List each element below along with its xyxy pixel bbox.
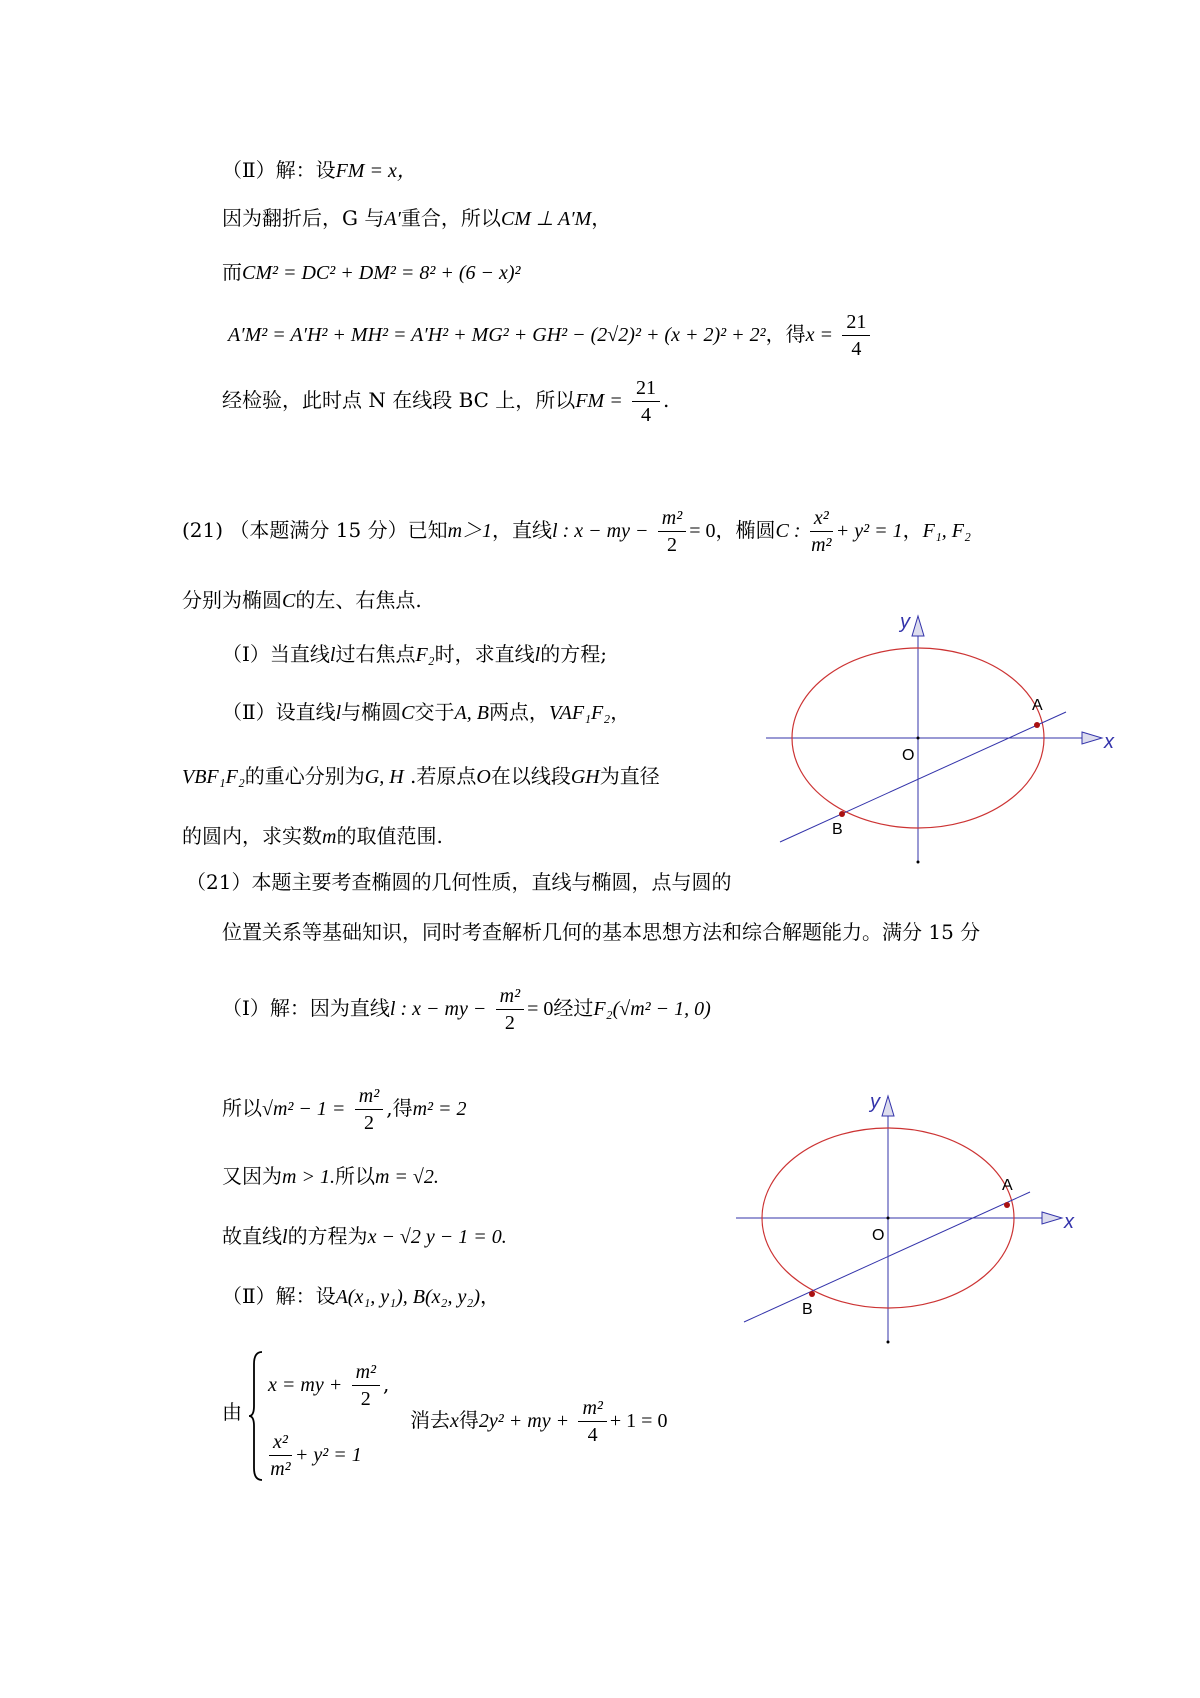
axis-end-dot (887, 1341, 890, 1344)
system-from-label: 由 (222, 1400, 242, 1424)
fraction-x2-m2: $\frac{\text{x²}}{\text{m²}}$ (811, 507, 832, 556)
ellipse-figure-1 (760, 600, 1140, 870)
q21-line4: （Ⅱ）设直线l与椭圆C交于A, B两点，VAF₁F₂， (222, 700, 631, 724)
sol21-line6: 故直线l的方程为x − √2 y − 1 = 0. (222, 1224, 507, 1248)
q21-line3: （Ⅰ）当直线l过右焦点F₂时，求直线l的方程; (222, 642, 607, 666)
label-x: x (1064, 1211, 1074, 1233)
point-a (1004, 1202, 1010, 1208)
fraction-m2-2-sys: $\frac{\text{m²}}{2}$ (352, 1362, 380, 1409)
fraction-m2-2-b: $\frac{\text{m²}}{2}$ (355, 1086, 383, 1133)
prev-part2-line2: 因为翻折后，G 与A′重合，所以CM ⊥ A′M， (222, 206, 612, 230)
label-a: A (1032, 697, 1043, 714)
q21-line1: (21) （本题满分 15 分）已知m＞1，直线l : x − my − $\frac{\text{m²}}{2}$ = 0，椭圆C : $\frac{\text{x²}}{\text{m²}}$ + y² = 1，F₁, F₂ (182, 507, 971, 556)
line-l (780, 712, 1066, 842)
sol21-line5: 又因为m > 1.所以m = √2. (222, 1164, 439, 1188)
sol21-line2: 位置关系等基础知识，同时考查解析几何的基本思想方法和综合解题能力。满分 15 分 (222, 920, 981, 944)
label-b: B (832, 821, 843, 838)
label-y: y (870, 1091, 880, 1113)
axis-end-dot (917, 861, 920, 864)
point-o (887, 1217, 890, 1220)
eliminate-line: 消去x得2y² + my + $\frac{\text{m²}}{4}$ + 1 = 0 (410, 1397, 668, 1446)
fraction-x2-m2-sys: $\frac{\text{x²}}{\text{m²}}$ (270, 1431, 291, 1480)
q21-line6: 的圆内，求实数m的取值范围. (182, 824, 443, 848)
sol21-line3: （Ⅰ）解：因为直线l : x − my − $\frac{\text{m²}}{2}$ = 0经过F₂(√m² − 1, 0) (222, 985, 711, 1034)
prev-part2-line5: 经检验，此时点 N 在线段 BC 上，所以FM = $\frac{21}{4}$ . (222, 377, 670, 426)
prev-part2-line3: 而CM² = DC² + DM² = 8² + (6 − x)² (222, 260, 521, 284)
x-arrow-icon (1082, 732, 1102, 744)
ellipse-figure-2 (730, 1084, 1110, 1354)
sol21-line7: （Ⅱ）解：设A(x₁, y₁), B(x₂, y₂)， (222, 1284, 500, 1308)
fraction-m2-2: $\frac{\text{m²}}{2}$ (658, 508, 686, 555)
fraction-m2-4: $\frac{\text{m²}}{4}$ (578, 1398, 606, 1445)
prev-part2-line1: （Ⅱ）解：设FM = x， (222, 158, 417, 182)
q21-line5: VBF₁F₂的重心分别为G, H .若原点O在以线段GH为直径 (182, 764, 660, 788)
point-o (917, 737, 920, 740)
fraction-21-4-b: $\frac{21}{4}$ (632, 378, 660, 425)
fraction-m2-2-sol: $\frac{\text{m²}}{2}$ (496, 986, 524, 1033)
fraction-21-4: $\frac{21}{4}$ (842, 312, 870, 359)
sol21-line1: （21）本题主要考查椭圆的几何性质，直线与椭圆，点与圆的 (186, 870, 732, 894)
label-o: O (872, 1227, 885, 1244)
label-o: O (902, 747, 915, 764)
prev-part2-line4: A′M² = A′H² + MH² = A′H² + MG² + GH² − (2√2)² + (x + 2)² + 2²，得x = $\frac{21}{4}$ (228, 312, 873, 359)
point-b (809, 1291, 815, 1297)
y-arrow-icon (912, 616, 924, 636)
point-b (839, 811, 845, 817)
x-arrow-icon (1042, 1212, 1062, 1224)
system-eq1: x = my + $\frac{\text{m²}}{2}$ , (268, 1361, 390, 1410)
label-a: A (1002, 1177, 1013, 1194)
q21-line2: 分别为椭圆C的左、右焦点. (182, 588, 422, 612)
y-arrow-icon (882, 1096, 894, 1116)
left-brace (248, 1350, 264, 1482)
label-b: B (802, 1301, 813, 1318)
system-eq2: $\frac{\text{x²}}{\text{m²}}$ + y² = 1 (270, 1431, 362, 1480)
point-a (1034, 722, 1040, 728)
sol21-line4: 所以√m² − 1 = $\frac{\text{m²}}{2}$ ,得m² = 2 (222, 1085, 467, 1134)
line-l (744, 1192, 1030, 1322)
label-x: x (1104, 731, 1114, 753)
label-y: y (900, 611, 910, 633)
